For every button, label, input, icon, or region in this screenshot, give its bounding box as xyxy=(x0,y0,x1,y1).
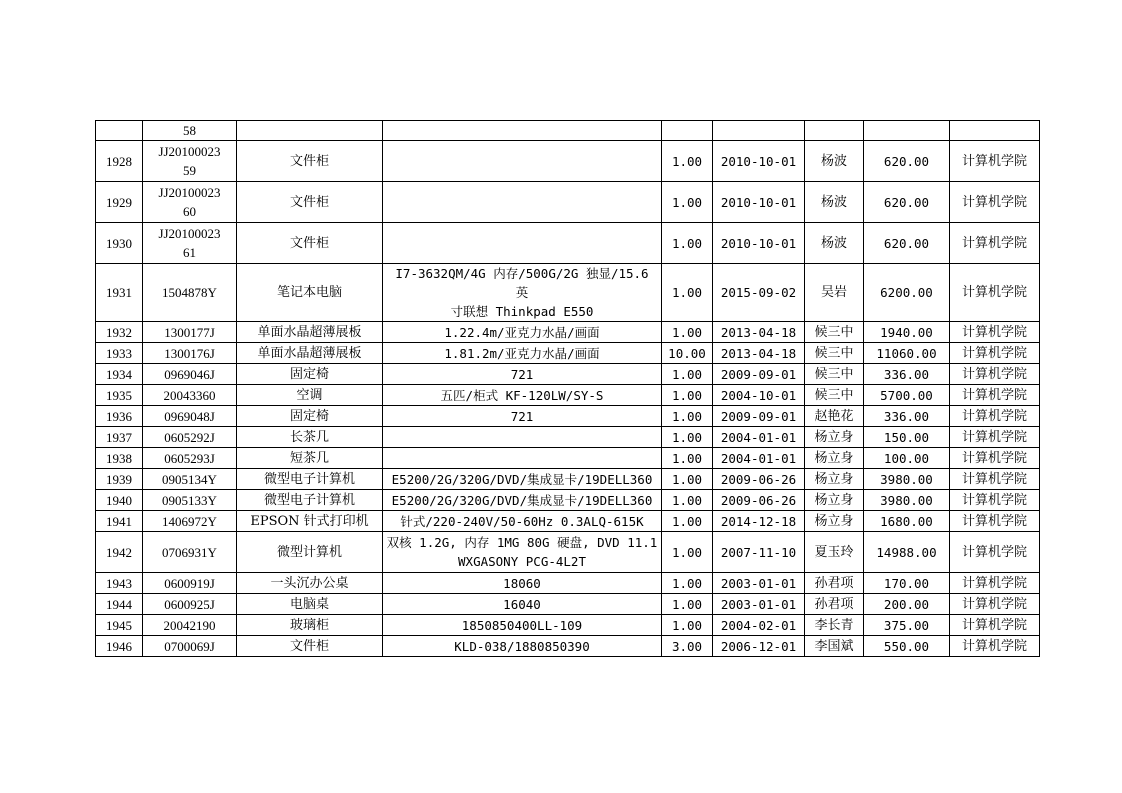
purchase-date-cell: 2004-10-01 xyxy=(713,385,805,406)
purchase-date-cell: 2013-04-18 xyxy=(713,322,805,343)
row-id-cell: 1932 xyxy=(96,322,143,343)
custodian-cell: 候三中 xyxy=(805,343,864,364)
purchase-date-cell: 2009-09-01 xyxy=(713,364,805,385)
spec-cell xyxy=(383,448,662,469)
spec-cell: 16040 xyxy=(383,594,662,615)
spec-cell: 721 xyxy=(383,406,662,427)
spec-cell: E5200/2G/320G/DVD/集成显卡/19DELL360 xyxy=(383,490,662,511)
price-cell: 375.00 xyxy=(864,615,950,636)
purchase-date-cell: 2009-09-01 xyxy=(713,406,805,427)
table-row xyxy=(96,264,1040,322)
quantity-cell: 3.00 xyxy=(662,636,713,657)
purchase-date-cell: 2009-06-26 xyxy=(713,469,805,490)
custodian-cell: 李国斌 xyxy=(805,636,864,657)
custodian-cell: 杨立身 xyxy=(805,511,864,532)
purchase-date-cell xyxy=(713,121,805,141)
row-id-cell: 1929 xyxy=(96,182,143,223)
spec-cell xyxy=(383,182,662,223)
department-cell: 计算机学院 xyxy=(950,385,1040,406)
purchase-date-cell: 2007-11-10 xyxy=(713,532,805,573)
table-row xyxy=(96,406,1040,427)
department-cell: 计算机学院 xyxy=(950,223,1040,264)
row-id-cell: 1931 xyxy=(96,264,143,322)
table-row xyxy=(96,594,1040,615)
purchase-date-cell: 2015-09-02 xyxy=(713,264,805,322)
quantity-cell: 10.00 xyxy=(662,343,713,364)
asset-code-cell: 20043360 xyxy=(143,385,237,406)
table-row xyxy=(96,385,1040,406)
custodian-cell: 赵艳花 xyxy=(805,406,864,427)
price-cell: 550.00 xyxy=(864,636,950,657)
quantity-cell: 1.00 xyxy=(662,615,713,636)
department-cell: 计算机学院 xyxy=(950,448,1040,469)
custodian-cell: 杨立身 xyxy=(805,490,864,511)
quantity-cell: 1.00 xyxy=(662,594,713,615)
quantity-cell: 1.00 xyxy=(662,364,713,385)
purchase-date-cell: 2010-10-01 xyxy=(713,182,805,223)
table-row xyxy=(96,448,1040,469)
quantity-cell: 1.00 xyxy=(662,532,713,573)
spec-cell: 1.22.4m/亚克力水晶/画面 xyxy=(383,322,662,343)
row-id-cell: 1944 xyxy=(96,594,143,615)
row-id-cell: 1928 xyxy=(96,141,143,182)
custodian-cell: 杨波 xyxy=(805,223,864,264)
price-cell: 3980.00 xyxy=(864,469,950,490)
spec-cell xyxy=(383,223,662,264)
table-row xyxy=(96,322,1040,343)
row-id-cell: 1936 xyxy=(96,406,143,427)
department-cell: 计算机学院 xyxy=(950,182,1040,223)
asset-name-cell: 微型电子计算机 xyxy=(237,469,383,490)
custodian-cell: 夏玉玲 xyxy=(805,532,864,573)
department-cell: 计算机学院 xyxy=(950,511,1040,532)
custodian-cell: 吴岩 xyxy=(805,264,864,322)
department-cell: 计算机学院 xyxy=(950,615,1040,636)
department-cell: 计算机学院 xyxy=(950,573,1040,594)
row-id-cell: 1943 xyxy=(96,573,143,594)
table-row xyxy=(96,121,1040,141)
custodian-cell: 杨波 xyxy=(805,182,864,223)
asset-name-cell: 文件柜 xyxy=(237,182,383,223)
asset-code-cell: JJ20100023 61 xyxy=(143,223,237,264)
table-row xyxy=(96,141,1040,182)
quantity-cell: 1.00 xyxy=(662,385,713,406)
asset-name-cell: EPSON 针式打印机 xyxy=(237,511,383,532)
quantity-cell xyxy=(662,121,713,141)
spec-cell: 五匹/柜式 KF-120LW/SY-S xyxy=(383,385,662,406)
purchase-date-cell: 2009-06-26 xyxy=(713,490,805,511)
asset-code-cell: 0605292J xyxy=(143,427,237,448)
department-cell: 计算机学院 xyxy=(950,322,1040,343)
asset-code-cell: 1300177J xyxy=(143,322,237,343)
row-id-cell xyxy=(96,121,143,141)
asset-code-cell: 0905133Y xyxy=(143,490,237,511)
price-cell xyxy=(864,121,950,141)
purchase-date-cell: 2006-12-01 xyxy=(713,636,805,657)
department-cell: 计算机学院 xyxy=(950,594,1040,615)
price-cell: 620.00 xyxy=(864,182,950,223)
quantity-cell: 1.00 xyxy=(662,182,713,223)
table-row xyxy=(96,615,1040,636)
purchase-date-cell: 2003-01-01 xyxy=(713,573,805,594)
table-row xyxy=(96,636,1040,657)
price-cell: 200.00 xyxy=(864,594,950,615)
asset-code-cell: 1406972Y xyxy=(143,511,237,532)
quantity-cell: 1.00 xyxy=(662,511,713,532)
custodian-cell: 杨波 xyxy=(805,141,864,182)
price-cell: 150.00 xyxy=(864,427,950,448)
price-cell: 170.00 xyxy=(864,573,950,594)
custodian-cell: 孙君项 xyxy=(805,594,864,615)
table-row xyxy=(96,427,1040,448)
spec-cell: 1850850400LL-109 xyxy=(383,615,662,636)
asset-name-cell: 长茶几 xyxy=(237,427,383,448)
quantity-cell: 1.00 xyxy=(662,469,713,490)
department-cell: 计算机学院 xyxy=(950,406,1040,427)
department-cell: 计算机学院 xyxy=(950,469,1040,490)
asset-code-cell: 1504878Y xyxy=(143,264,237,322)
table-row xyxy=(96,469,1040,490)
department-cell: 计算机学院 xyxy=(950,343,1040,364)
row-id-cell: 1946 xyxy=(96,636,143,657)
department-cell: 计算机学院 xyxy=(950,427,1040,448)
table-row xyxy=(96,364,1040,385)
quantity-cell: 1.00 xyxy=(662,264,713,322)
table-row xyxy=(96,573,1040,594)
asset-name-cell: 短茶几 xyxy=(237,448,383,469)
spec-cell: 18060 xyxy=(383,573,662,594)
asset-code-cell: JJ20100023 59 xyxy=(143,141,237,182)
spec-cell xyxy=(383,427,662,448)
purchase-date-cell: 2013-04-18 xyxy=(713,343,805,364)
asset-name-cell: 固定椅 xyxy=(237,364,383,385)
asset-name-cell: 文件柜 xyxy=(237,223,383,264)
asset-name-cell: 文件柜 xyxy=(237,636,383,657)
row-id-cell: 1942 xyxy=(96,532,143,573)
spec-cell: E5200/2G/320G/DVD/集成显卡/19DELL360 xyxy=(383,469,662,490)
quantity-cell: 1.00 xyxy=(662,406,713,427)
asset-name-cell: 电脑桌 xyxy=(237,594,383,615)
spec-cell: 721 xyxy=(383,364,662,385)
department-cell: 计算机学院 xyxy=(950,532,1040,573)
table-row xyxy=(96,490,1040,511)
price-cell: 11060.00 xyxy=(864,343,950,364)
price-cell: 6200.00 xyxy=(864,264,950,322)
asset-name-cell: 一头沉办公桌 xyxy=(237,573,383,594)
table-row xyxy=(96,343,1040,364)
department-cell: 计算机学院 xyxy=(950,490,1040,511)
quantity-cell: 1.00 xyxy=(662,223,713,264)
price-cell: 620.00 xyxy=(864,141,950,182)
purchase-date-cell: 2004-02-01 xyxy=(713,615,805,636)
row-id-cell: 1930 xyxy=(96,223,143,264)
price-cell: 3980.00 xyxy=(864,490,950,511)
custodian-cell: 候三中 xyxy=(805,364,864,385)
asset-code-cell: 0706931Y xyxy=(143,532,237,573)
table-row xyxy=(96,532,1040,573)
price-cell: 1680.00 xyxy=(864,511,950,532)
asset-table xyxy=(95,120,1040,657)
price-cell: 1940.00 xyxy=(864,322,950,343)
asset-code-cell: 20042190 xyxy=(143,615,237,636)
custodian-cell: 孙君项 xyxy=(805,573,864,594)
asset-name-cell: 单面水晶超薄展板 xyxy=(237,322,383,343)
department-cell xyxy=(950,121,1040,141)
custodian-cell: 候三中 xyxy=(805,322,864,343)
custodian-cell: 李长青 xyxy=(805,615,864,636)
asset-code-cell: 0700069J xyxy=(143,636,237,657)
table-row xyxy=(96,223,1040,264)
row-id-cell: 1940 xyxy=(96,490,143,511)
price-cell: 336.00 xyxy=(864,364,950,385)
purchase-date-cell: 2010-10-01 xyxy=(713,223,805,264)
table-row xyxy=(96,182,1040,223)
purchase-date-cell: 2004-01-01 xyxy=(713,448,805,469)
quantity-cell: 1.00 xyxy=(662,427,713,448)
asset-name-cell: 文件柜 xyxy=(237,141,383,182)
row-id-cell: 1934 xyxy=(96,364,143,385)
quantity-cell: 1.00 xyxy=(662,322,713,343)
spec-cell xyxy=(383,121,662,141)
asset-code-cell: 0905134Y xyxy=(143,469,237,490)
row-id-cell: 1937 xyxy=(96,427,143,448)
price-cell: 5700.00 xyxy=(864,385,950,406)
asset-name-cell: 笔记本电脑 xyxy=(237,264,383,322)
purchase-date-cell: 2014-12-18 xyxy=(713,511,805,532)
asset-code-cell: 0600919J xyxy=(143,573,237,594)
asset-name-cell: 微型电子计算机 xyxy=(237,490,383,511)
purchase-date-cell: 2010-10-01 xyxy=(713,141,805,182)
asset-code-cell: 0600925J xyxy=(143,594,237,615)
department-cell: 计算机学院 xyxy=(950,141,1040,182)
asset-name-cell: 固定椅 xyxy=(237,406,383,427)
custodian-cell xyxy=(805,121,864,141)
asset-code-cell: JJ20100023 60 xyxy=(143,182,237,223)
spec-cell: 针式/220-240V/50-60Hz 0.3ALQ-615K xyxy=(383,511,662,532)
custodian-cell: 杨立身 xyxy=(805,448,864,469)
custodian-cell: 杨立身 xyxy=(805,469,864,490)
asset-code-cell: 1300176J xyxy=(143,343,237,364)
department-cell: 计算机学院 xyxy=(950,364,1040,385)
asset-code-cell: 58 xyxy=(143,121,237,141)
department-cell: 计算机学院 xyxy=(950,636,1040,657)
quantity-cell: 1.00 xyxy=(662,490,713,511)
asset-name-cell: 单面水晶超薄展板 xyxy=(237,343,383,364)
spec-cell: 1.81.2m/亚克力水晶/画面 xyxy=(383,343,662,364)
row-id-cell: 1935 xyxy=(96,385,143,406)
spec-cell: KLD-038/1880850390 xyxy=(383,636,662,657)
row-id-cell: 1939 xyxy=(96,469,143,490)
quantity-cell: 1.00 xyxy=(662,141,713,182)
asset-name-cell: 玻璃柜 xyxy=(237,615,383,636)
spec-cell: I7-3632QM/4G 内存/500G/2G 独显/15.6 英 寸联想 Thinkpad E550 xyxy=(383,264,662,322)
purchase-date-cell: 2003-01-01 xyxy=(713,594,805,615)
asset-code-cell: 0969046J xyxy=(143,364,237,385)
custodian-cell: 候三中 xyxy=(805,385,864,406)
row-id-cell: 1941 xyxy=(96,511,143,532)
asset-code-cell: 0969048J xyxy=(143,406,237,427)
row-id-cell: 1938 xyxy=(96,448,143,469)
custodian-cell: 杨立身 xyxy=(805,427,864,448)
quantity-cell: 1.00 xyxy=(662,448,713,469)
asset-name-cell: 空调 xyxy=(237,385,383,406)
price-cell: 620.00 xyxy=(864,223,950,264)
price-cell: 14988.00 xyxy=(864,532,950,573)
asset-code-cell: 0605293J xyxy=(143,448,237,469)
asset-name-cell: 微型计算机 xyxy=(237,532,383,573)
row-id-cell: 1933 xyxy=(96,343,143,364)
table-row xyxy=(96,511,1040,532)
spec-cell xyxy=(383,141,662,182)
asset-table-body xyxy=(96,121,1040,657)
purchase-date-cell: 2004-01-01 xyxy=(713,427,805,448)
price-cell: 336.00 xyxy=(864,406,950,427)
asset-name-cell xyxy=(237,121,383,141)
quantity-cell: 1.00 xyxy=(662,573,713,594)
department-cell: 计算机学院 xyxy=(950,264,1040,322)
row-id-cell: 1945 xyxy=(96,615,143,636)
price-cell: 100.00 xyxy=(864,448,950,469)
spec-cell: 双核 1.2G, 内存 1MG 80G 硬盘, DVD 11.1 WXGASONY PCG-4L2T xyxy=(383,532,662,573)
